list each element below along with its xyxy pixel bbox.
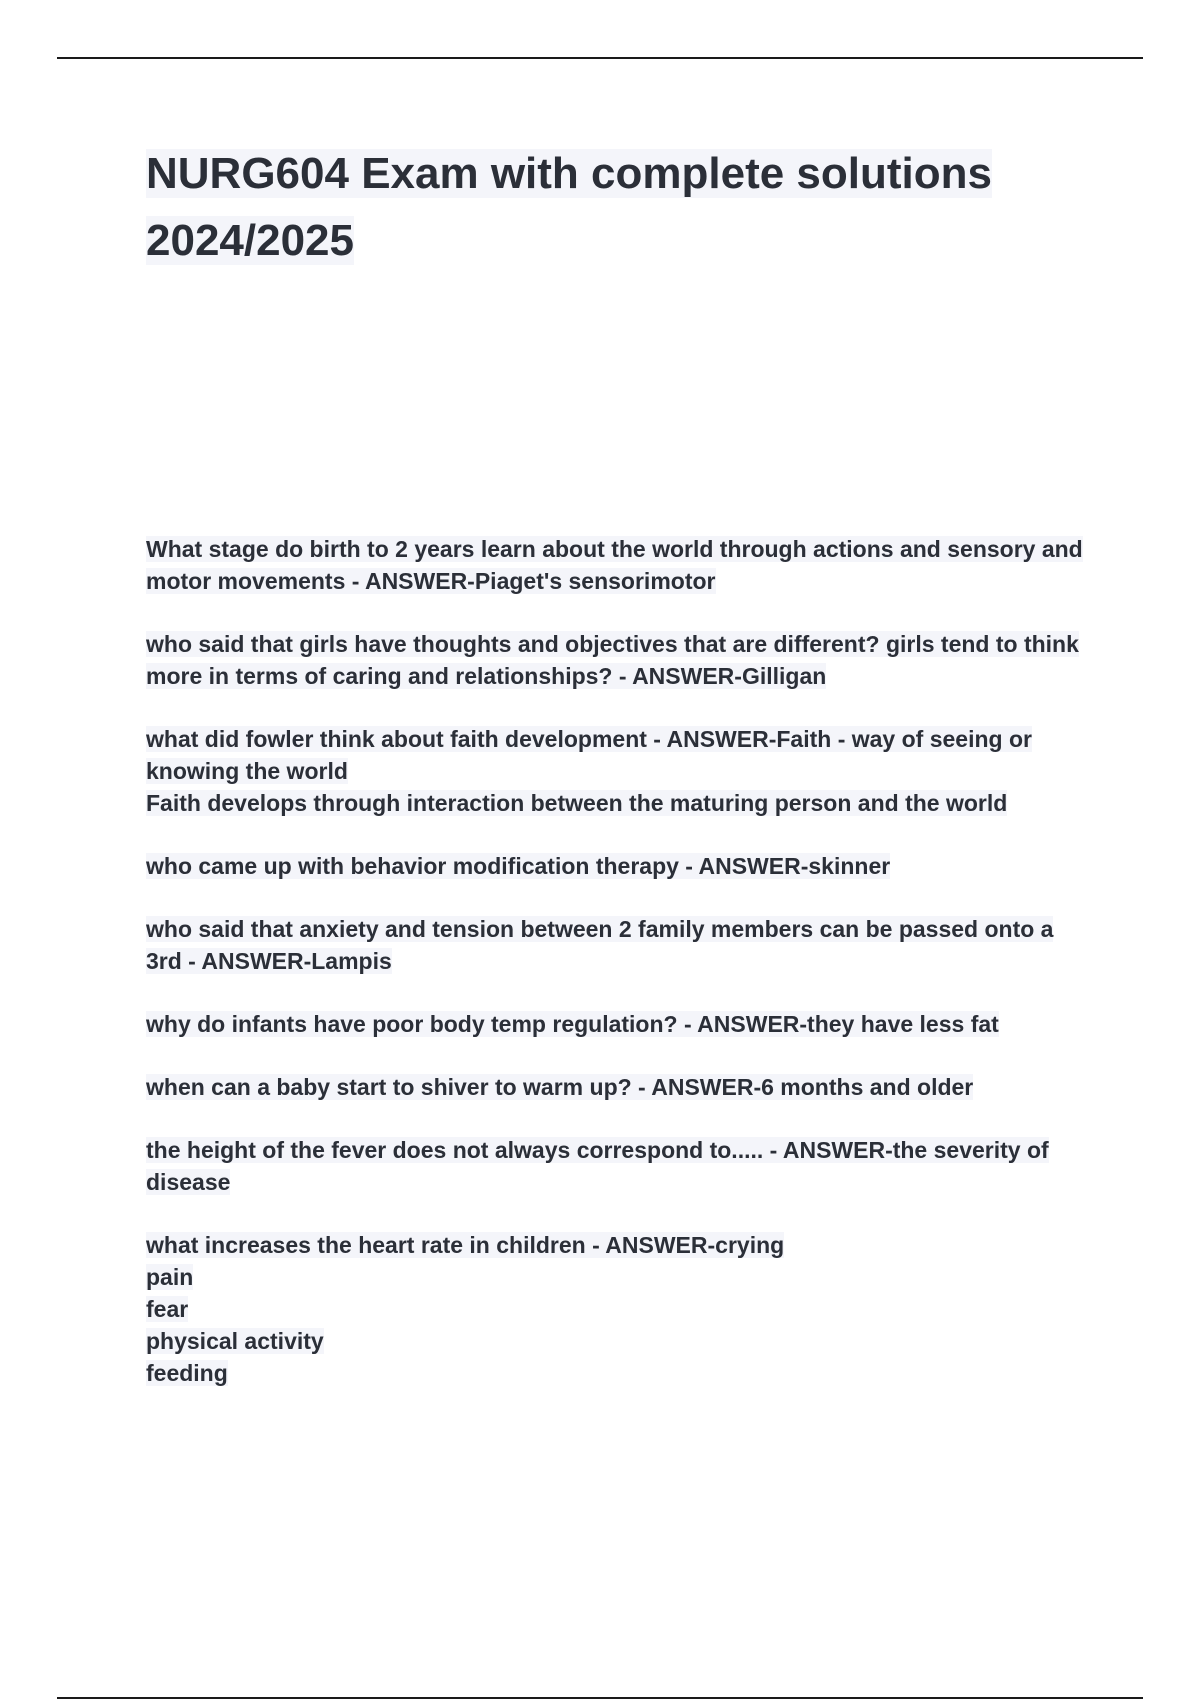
qa-item-1 xyxy=(146,533,1086,597)
document-title xyxy=(146,140,1086,274)
qa-text: what increases the heart rate in children - ANSWER-crying pain fear physical activity feeding xyxy=(146,1232,785,1386)
qa-text: when can a baby start to shiver to warm up? - ANSWER-6 months and older xyxy=(146,1074,974,1100)
qa-item-2 xyxy=(146,628,1086,692)
qa-text: why do infants have poor body temp regulation? - ANSWER-they have less fat xyxy=(146,1011,999,1037)
qa-item-6 xyxy=(146,1008,1086,1040)
qa-item-8 xyxy=(146,1134,1086,1198)
top-rule xyxy=(57,57,1143,59)
qa-item-9 xyxy=(146,1229,1086,1389)
question-answer-list xyxy=(146,533,1086,1420)
qa-item-3 xyxy=(146,723,1086,819)
bottom-rule xyxy=(57,1697,1143,1699)
qa-text: the height of the fever does not always correspond to..... - ANSWER-the severity of disease xyxy=(146,1137,1049,1195)
qa-text: what did fowler think about faith development - ANSWER-Faith - way of seeing or knowing the world Faith develops through interaction between the maturing person and the world xyxy=(146,726,1032,816)
qa-item-5 xyxy=(146,913,1086,977)
qa-item-7 xyxy=(146,1071,1086,1103)
qa-text: who said that girls have thoughts and objectives that are different? girls tend to think more in terms of caring and relationships? - ANSWER-Gilligan xyxy=(146,631,1079,689)
qa-text: who said that anxiety and tension between 2 family members can be passed onto a 3rd - ANSWER-Lampis xyxy=(146,916,1054,974)
document-title-text: NURG604 Exam with complete solutions 2024/2025 xyxy=(146,149,992,265)
qa-item-4 xyxy=(146,850,1086,882)
qa-text: What stage do birth to 2 years learn about the world through actions and sensory and motor movements - ANSWER-Piaget's sensorimotor xyxy=(146,536,1083,594)
qa-text: who came up with behavior modification therapy - ANSWER-skinner xyxy=(146,853,891,879)
